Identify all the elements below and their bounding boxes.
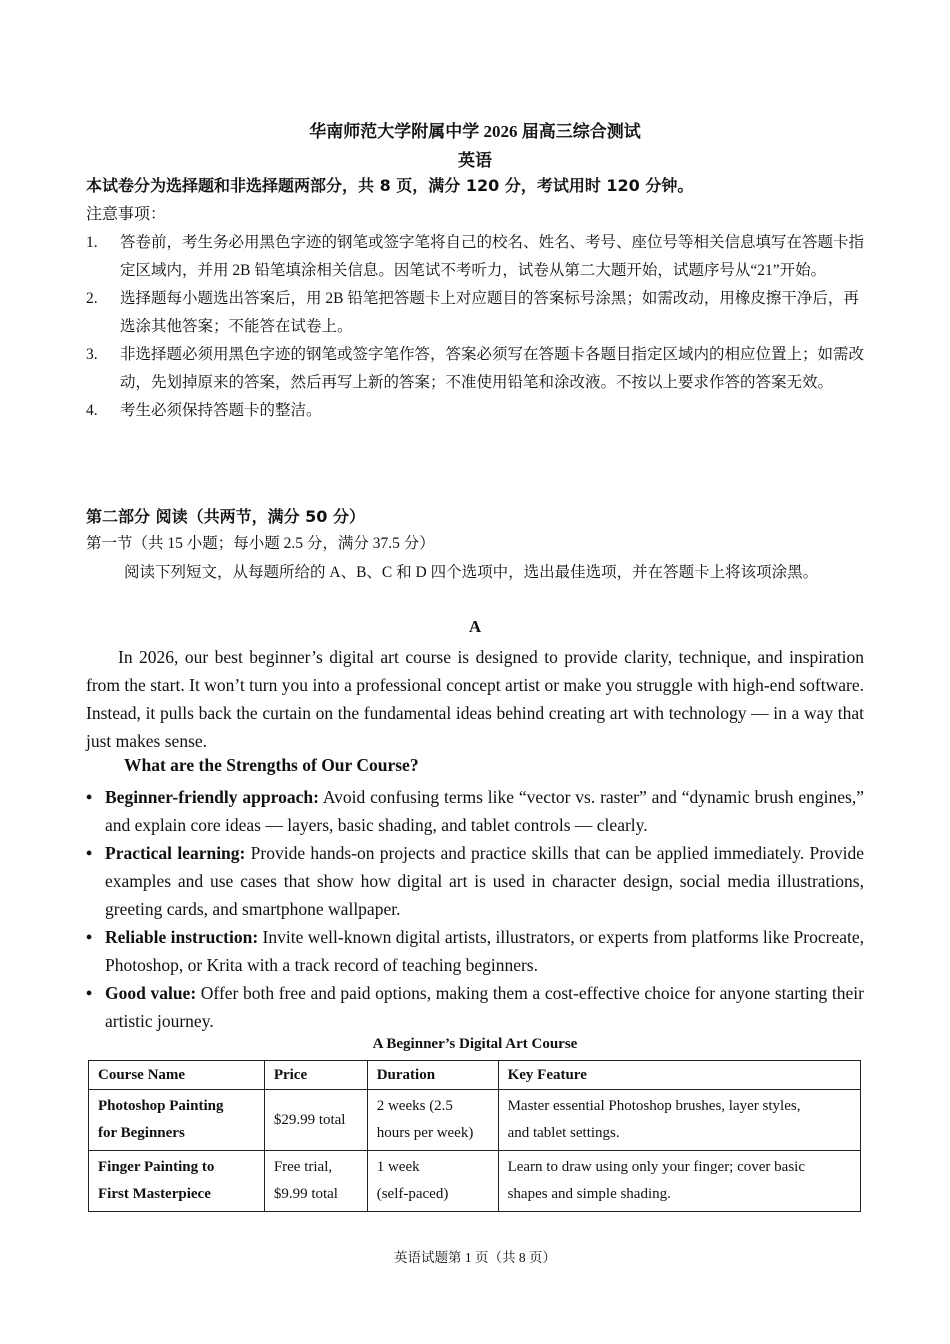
strength-label: Good value: [105,983,197,1003]
strength-label: Reliable instruction: [105,927,259,947]
notice-item [86,397,866,425]
cell-line: $29.99 total [273,1111,346,1128]
subject-heading: 英语 [458,151,492,170]
notice-item [86,229,866,285]
subsection-heading: 第一节（共 15 小题；每小题 2.5 分，满分 37.5 分） [86,535,435,552]
notice-number: 4. [86,402,98,419]
notice-item [86,341,866,397]
cell-key-feature [498,1151,860,1212]
strengths-heading: What are the Strengths of Our Course? [124,755,419,775]
strength-text: Offer both free and paid options, making them a cost-effective choice for anyone starting their artistic journey. [105,983,864,1031]
notice-text: 非选择题必须用黑色字迹的钢笔或签字笔作答，答案必须写在答题卡各题目指定区域内的相应位置上；如需改动，先划掉原来的答案，然后再写上新的答案；不准使用铅笔和涂改液。不按以上要求作答的答案无效。 [120,346,865,391]
notice-text: 考生必须保持答题卡的整洁。 [120,402,322,419]
page-footer: 英语试题第 1 页（共 8 页） [394,1250,556,1265]
passage-paragraph: In 2026, our best beginner’s digital art course is designed to provide clarity, technique, and inspiration from the start. It won’t turn you into a professional concept artist or make you struggle with high-end software. Instead, it pulls back the curtain on the fundamental ideas behind creating art with technology — in a way that just makes sense. [86,647,864,751]
exam-intro: 本试卷分为选择题和非选择题两部分，共 8 页，满分 120 分，考试用时 120 分钟。 [86,176,694,195]
bullet-icon: • [86,927,93,947]
cell-price [264,1151,367,1212]
cell-line: Finger Painting to [98,1159,215,1175]
bullet-icon: • [86,843,93,863]
cell-line: First Masterpiece [98,1186,211,1202]
strength-item [86,839,864,923]
cell-line: hours per week) [376,1125,474,1141]
cell-line: Free trial, [273,1159,333,1175]
cell-line: (self-paced) [376,1186,449,1202]
header-key-feature: Key Feature [498,1061,860,1090]
notice-text: 答卷前，考生务必用黑色字迹的钢笔或签字笔将自己的校名、姓名、考号、座位号等相关信息填写在答题卡指定区域内，并用 2B 铅笔填涂相关信息。因笔试不考听力，试卷从第二大题开始，试题序号从“21”开始。 [120,234,865,279]
cell-price [264,1090,367,1151]
cell-line: Photoshop Painting [98,1098,224,1114]
cell-line: $9.99 total [273,1186,338,1202]
table-row [89,1151,861,1212]
strength-item [86,923,864,979]
header-course-name: Course Name [89,1061,265,1090]
table-header-row [89,1061,861,1090]
strength-label: Practical learning: [105,843,246,863]
notice-list [86,229,866,425]
strength-label: Beginner-friendly approach: [105,787,319,807]
cell-line: shapes and simple shading. [507,1186,671,1202]
bullet-icon: • [86,787,93,807]
header-duration: Duration [367,1061,498,1090]
header-price: Price [264,1061,367,1090]
cell-course-name [89,1090,265,1151]
cell-duration [367,1090,498,1151]
strengths-list [86,783,864,1035]
strength-text: Provide hands-on projects and practice skills that can be applied immediately. Provide examples and use cases that show how digital art is used in character design, social media illustrations, greeting cards, and smartphone wallpaper. [105,843,864,919]
notice-number: 1. [86,234,98,251]
cell-course-name [89,1151,265,1212]
notice-number: 3. [86,346,98,363]
cell-line: Learn to draw using only your finger; cover basic [507,1159,805,1175]
exam-title: 华南师范大学附属中学 2026 届高三综合测试 [309,122,641,141]
section-heading: 第二部分 阅读（共两节，满分 50 分） [86,507,365,526]
cell-line: 2 weeks (2.5 [376,1098,453,1114]
table-caption: A Beginner’s Digital Art Course [372,1036,578,1052]
bullet-icon: • [86,983,93,1003]
cell-line: 1 week [376,1159,420,1175]
cell-key-feature [498,1090,860,1151]
strength-text: Avoid confusing terms like “vector vs. raster” and “dynamic brush engines,” and explain core ideas — layers, basic shading, and tablet controls — clearly. [105,787,864,835]
notice-heading: 注意事项： [86,204,167,223]
strength-text: Invite well-known digital artists, illustrators, or experts from platforms like Procreate, Photoshop, or Krita with a track record of teaching beginners. [105,927,865,975]
cell-duration [367,1151,498,1212]
strength-item [86,979,864,1035]
notice-item [86,285,866,341]
cell-line: and tablet settings. [507,1125,620,1141]
course-table [88,1060,861,1212]
cell-line: Master essential Photoshop brushes, layer styles, [507,1098,801,1114]
notice-text: 选择题每小题选出答案后，用 2B 铅笔把答题卡上对应题目的答案标号涂黑；如需改动，用橡皮擦干净后，再选涂其他答案；不能答在试卷上。 [120,290,859,335]
table-row [89,1090,861,1151]
passage-letter: A [468,617,482,636]
reading-directions: 阅读下列短文，从每题所给的 A、B、C 和 D 四个选项中，选出最佳选项，并在答题卡上将该项涂黑。 [124,564,819,581]
cell-line: for Beginners [98,1125,185,1141]
notice-number: 2. [86,290,98,307]
strength-item [86,783,864,839]
